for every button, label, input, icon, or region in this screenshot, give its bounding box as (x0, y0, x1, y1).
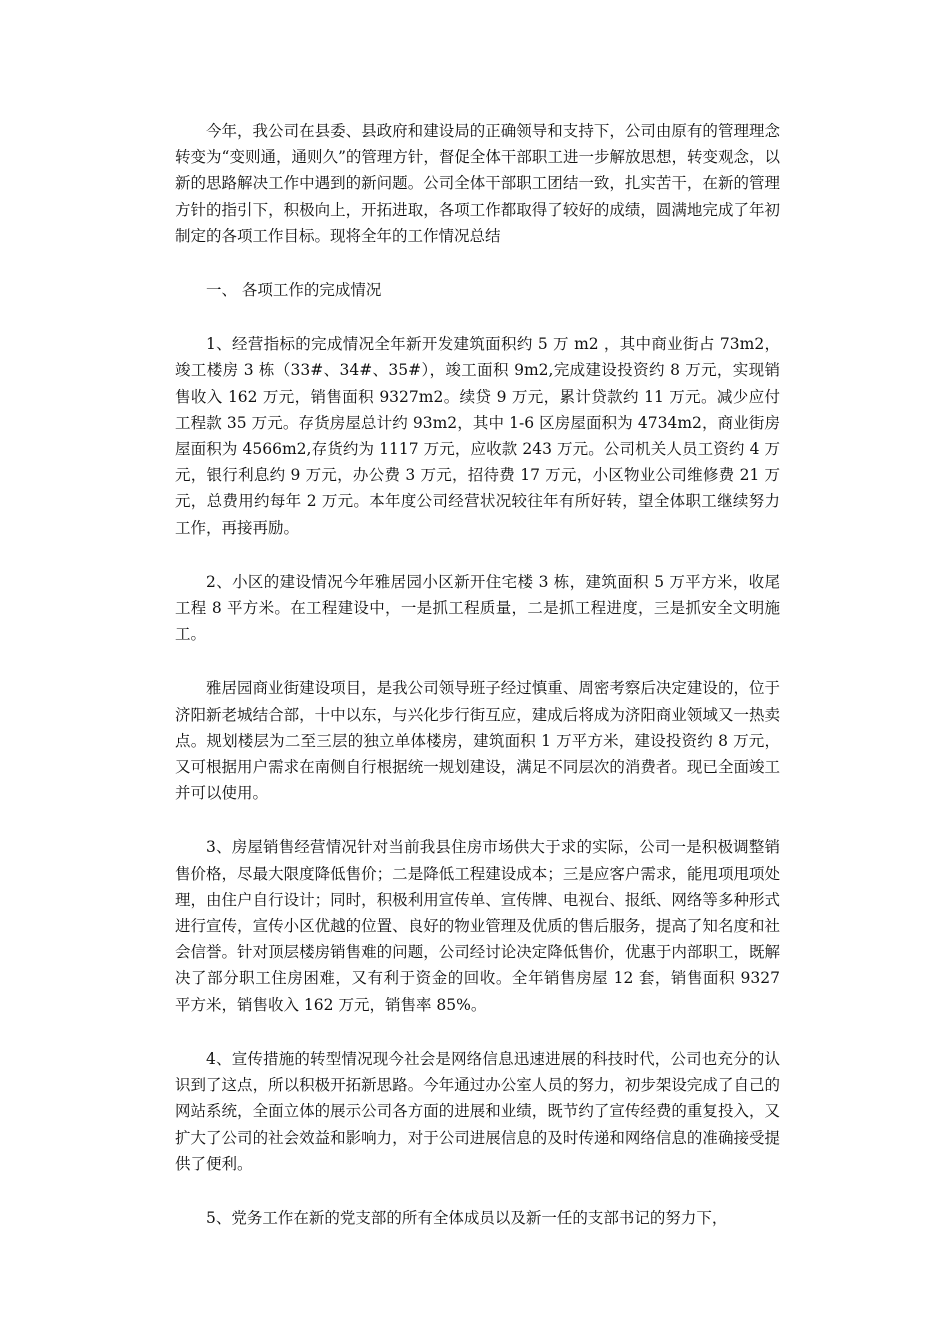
intro-paragraph: 今年，我公司在县委、县政府和建设局的正确领导和支持下，公司由原有的管理理念转变为“变则通，通则久”的管理方针，督促全体干部职工进一步解放思想，转变观念，以新的思路解决工作中遇到的新问题。公司全体干部职工团结一致，扎实苦干，在新的管理方针的指引下，积极向上，开拓进取，各项工作都取得了较好的成绩，圆满地完成了年初制定的各项工作目标。现将全年的工作情况总结 (175, 122, 780, 245)
paragraph-community-construction: 2、小区的建设情况今年雅居园小区新开住宅楼 3 栋，建筑面积 5 万平方米，收尾工程 8 平方米。在工程建设中，一是抓工程质量，二是抓工程进度，三是抓安全文明施工。 (175, 572, 780, 644)
paragraph-commercial-street: 雅居园商业街建设项目，是我公司领导班子经过慎重、周密考察后决定建设的，位于济阳新老城结合部，十中以东，与兴化步行街互应，建成后将成为济阳商业领域又一热卖点。规划楼层为二至三层的独立单体楼房，建筑面积 1 万平方米，建设投资约 8 万元，又可根据用户需求在南侧自行根据统一规划建设，满足不同层次的消费者。现已全面竣工并可以使用。 (175, 679, 780, 803)
paragraph-publicity: 4、宣传措施的转型情况现今社会是网络信息迅速进展的科技时代，公司也充分的认识到了这点，所以积极开拓新思路。今年通过办公室人员的努力，初步架设完成了自己的网站系统，全面立体的展示公司各方面的进展和业绩，既节约了宣传经费的重复投入，又扩大了公司的社会效益和影响力，对于公司进展信息的及时传递和网络信息的准确接受提供了便利。 (175, 1049, 780, 1173)
paragraph-operating-indicators: 1、经营指标的完成情况全年新开发建筑面积约 5 万 m2 ，其中商业街占 73m2，竣工楼房 3 栋（33#、34#、35#），竣工面积 9m2,完成建设投资约 8 万元，实现销售收入 162 万元，销售面积 9327m2。续贷 9 万元，累计贷款约 11 万元。减少应付工程款 35 万元。存货房屋总计约 93m2，其中 1-6 区房屋面积为 4734m2，商业街房屋面积为 4566m2,存货约为 1117 万元，应收款 243 万元。公司机关人员工资约 4 万元，银行利息约 9 万元，办公费 3 万元，招待费 17 万元，小区物业公司维修费 21 万元，总费用约每年 2 万元。本年度公司经营状况较往年有所好转，望全体职工继续努力工作，再接再励。 (175, 335, 780, 537)
document-body (175, 118, 780, 1231)
paragraph-housing-sales: 3、房屋销售经营情况针对当前我县住房市场供大于求的实际，公司一是积极调整销售价格，尽最大限度降低售价；二是降低工程建设成本；三是应客户需求，能甩项甩项处理，由住户自行设计；同时，积极利用宣传单、宣传牌、电视台、报纸、网络等多种形式进行宣传，宣传小区优越的位置、良好的物业管理及优质的售后服务，提高了知名度和社会信誉。针对顶层楼房销售难的问题，公司经讨论决定降低售价，优惠于内部职工，既解决了部分职工住房困难，又有利于资金的回收。全年销售房屋 12 套，销售面积 9327 平方米，销售收入 162 万元，销售率 85%。 (175, 838, 780, 1014)
section-heading: 一、 各项工作的完成情况 (206, 281, 382, 300)
paragraph-party-work: 5、党务工作在新的党支部的所有全体成员以及新一任的支部书记的努力下， (206, 1208, 728, 1227)
